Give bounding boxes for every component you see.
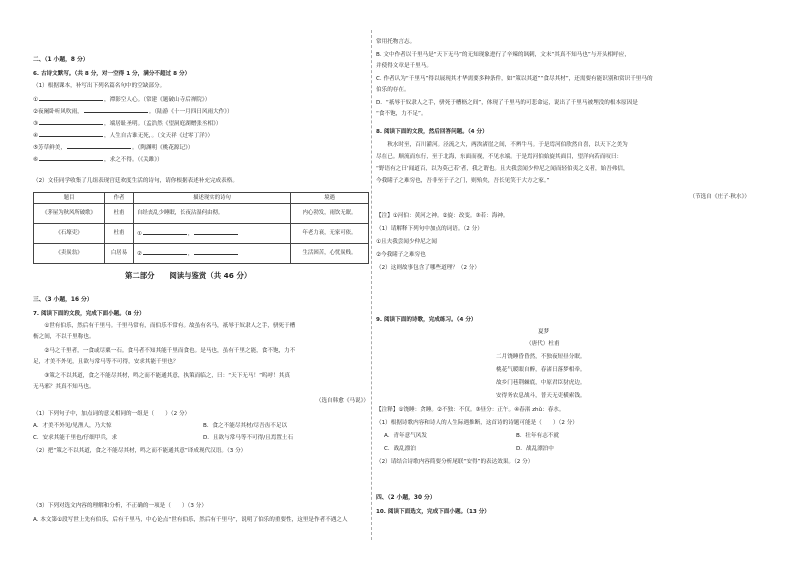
section-3-heading: 三、（3 小题，16 分） — [33, 297, 93, 303]
option-b[interactable]: B．食之不能尽其材/尽吾齿不足以 — [203, 423, 288, 429]
option-c[interactable]: C．战乱漂泊 — [384, 446, 416, 452]
question-9-1: （1）根据诗歌内容和诗人的人生际遇推断，这首诗的诗题可能是（ ）（2 分） — [376, 420, 578, 426]
passage-line: 秋水时至，百川灌河。泾流之大，两涘渚崖之间，不辨牛马。于是焉河伯欣然自喜，以天下之美为 — [376, 142, 628, 148]
question-9-title: 9. 阅读下面的诗歌，完成练习。（4 分） — [376, 317, 477, 323]
answer-blank[interactable] — [39, 131, 103, 137]
poem-author: （唐代）杜甫 — [526, 341, 560, 347]
passage-line: 尽在已。顺流而东行，至于北海，东面而视，不见水端。于是焉河伯始旋其面目，望洋向若而叹曰： — [376, 154, 623, 160]
table-header: 境遇 — [291, 193, 369, 204]
answer-blank[interactable] — [39, 119, 103, 125]
table-row: 《茅屋为秋风所破歌》 杜甫 自经丧乱少睡眠，长夜沾湿何由彻。 内心勃发，雨饮无眠。 — [34, 204, 369, 224]
fill-item-5: ⑤芳草鲜美， 。（陶渊明《桃花源记》） — [33, 145, 194, 151]
column-divider — [371, 30, 372, 540]
fill-item-2: ②夜阑卧听风吹雨， 。（陆游《十一月四日风雨大作》） — [33, 109, 233, 115]
answer-blank[interactable] — [194, 249, 238, 255]
option-a[interactable]: A. 本文第①段写世上先有伯乐，后有千里马，中心论点“世有伯乐，然后有千里马”，说明了伯乐的重要性，这里是作者不遇之人 — [33, 517, 348, 523]
option-d[interactable]: D．且欲与常马等不可得/且焉置土石 — [203, 435, 294, 441]
question-9-2: （2）请结合诗歌内容简要分析尾联“安得”的表达效果。（2 分） — [376, 459, 534, 465]
option-d[interactable]: D．“祇辱于奴隶人之手，骈死于槽枥之间”，体现了千里马的可悲命运，说出了千里马被埋没的根本原因是 — [376, 100, 638, 106]
answer-blank[interactable] — [143, 229, 187, 235]
option-a[interactable]: A．才美不外见/见渔人，乃大惊 — [33, 423, 112, 429]
option-b[interactable]: B．壮年有志不就 — [516, 433, 559, 439]
answer-blank[interactable] — [194, 229, 238, 235]
question-8-2: （2）这则故事包含了哪些道理？（2 分） — [376, 265, 480, 271]
section-2-heading: 二、（1 小题，8 分） — [33, 57, 89, 63]
part-2-title: 第二部分 阅读与鉴赏（共 46 分） — [125, 271, 252, 280]
answer-blank[interactable] — [39, 155, 103, 161]
passage-line: 足，才美不外见，且欲与常马等不可得，安求其能千里也？ — [33, 359, 179, 365]
answer-blank[interactable] — [67, 143, 131, 149]
question-8-1-a: ①且夫我尝闻少仲尼之闻 — [376, 239, 437, 245]
fill-item-1: ① ，潭影空人心。（常建《题破山寺后禅院》） — [33, 97, 211, 103]
option-d-cont: “食不饱，力不足”。 — [376, 111, 427, 117]
answer-blank[interactable] — [39, 95, 103, 101]
table-header: 题目 — [34, 193, 105, 204]
question-8-1-b: ②今我睹子之难穷也 — [376, 252, 426, 258]
passage-line: ③策之不以其道，食之不能尽其材，鸣之而不能通其意，执策而临之，曰：“天下无马！”呜呼！其真 — [33, 373, 290, 379]
question-6-sub2: （2）文佳同学收集了几组表现宫廷欢度生活的诗句，请你根据表述补充完成表格。 — [33, 178, 238, 184]
answer-blank[interactable] — [143, 249, 187, 255]
option-d[interactable]: D．战乱漂泊中 — [516, 446, 554, 452]
question-7-title: 7. 阅读下面的文段，完成下面小题。（8 分） — [33, 311, 145, 317]
passage-line: ①世有伯乐，然后有千里马。千里马常有，而伯乐不常有。故虽有名马，祇辱于奴隶人之手，骈死于槽 — [33, 323, 296, 329]
option-c-cont: 伯乐的存在。 — [376, 87, 410, 93]
option-b[interactable]: B. 文中作者以千里马是“天下无马”的无知现象进行了辛辣的讽刺，文末“其真不知马也”与开头相呼应， — [376, 52, 630, 58]
source-note: （选自韩愈《马说》） — [315, 398, 369, 404]
passage-line: “野语有之曰‘闻道百，以为莫己若’者，我之谓也。且夫我尝闻少仲尼之闻而轻伯夷之义者，始吾弗信， — [376, 166, 629, 172]
passage-line: ②马之千里者，一食或尽粟一石。食马者不知其能千里而食也。是马也，虽有千里之能，食不饱，力不 — [33, 348, 296, 354]
poem-title: 夏梦 — [538, 329, 550, 335]
question-8-title: 8. 阅读下面的文段，然后回答问题。（4 分） — [376, 129, 488, 135]
fill-item-6: ⑥ ，求之不得。（《关雎》） — [33, 157, 163, 163]
fill-item-4: ④ ，人生自古谁无死，。（文天祥《过零丁洋》） — [33, 133, 214, 139]
question-6-sub1: （1）根据课本，补写出下列名篇名句中的空缺部分。 — [33, 83, 166, 89]
poem-line: 二月饶睡昏昏然，不独夜短昼分眠。 — [496, 354, 586, 360]
option-c[interactable]: C. 作者认为“千里马”得以展现其才华需要多种条件，如“策以其道”“食尽其材”，还需要有能识别和赏识千里马的 — [376, 76, 653, 82]
passage-line: 枥之间，不以千里称也。 — [33, 334, 95, 340]
passage-line: 今我睹子之难穷也，吾非至于子之门，则殆矣，吾长见笑于大方之家。” — [376, 178, 550, 184]
poem-line: 故乡门巷荆棘底，中原君臣豺虎边。 — [496, 380, 586, 386]
table-row: 《卖炭翁》 白居易 ② ， 生活困苦，心忧炭贱。 — [34, 244, 369, 264]
section-4-heading: 四、（2 小题，30 分） — [376, 495, 436, 501]
source-note: （节选自《庄子·秋水》） — [689, 194, 750, 200]
annotation-note: 【注释】①饶睡：贪睡。②不独：不仅。③昼分：正午。④春渚 zhǔ：春水。 — [376, 407, 565, 413]
annotation-note: 【注】①河伯：黄河之神。②旋：改变。③若：海神。 — [376, 213, 509, 219]
question-10-title: 10. 阅读下面选文，完成下面小题。（13 分） — [376, 509, 490, 515]
option-c[interactable]: C．安求其能千里也/仔细甲兵，求 — [33, 435, 118, 441]
question-7-2: （2）把“策之不以其道，食之不能尽其材，鸣之而不能通其意”译成现代汉语。（3 分） — [33, 448, 247, 454]
table-row: 《石壕吏》 杜甫 ① ， 年老力衰，无家可依。 — [34, 224, 369, 244]
fill-item-3: ③ ，端居耻圣明。（孟浩然《望洞庭湖赠张丞相》） — [33, 121, 222, 127]
passage-line: 无马邪？其真不知马也。 — [33, 384, 95, 390]
option-b-cont: 并使得文章是千里马。 — [376, 63, 432, 69]
question-7-3: （3）下列对选文内容的理解和分析，不正确的一项是（ ）（3 分） — [33, 503, 207, 509]
option-a[interactable]: A．青年意气风发 — [384, 433, 427, 439]
question-6-title: 6. 古诗文默写。（共 8 分，对一空得 1 分，满分不超过 8 分） — [33, 71, 191, 77]
question-7-1: （1）下列句子中，加点词的意义相同的一组是（ ）（2 分） — [33, 411, 191, 417]
poem-line: 桃花气暖眼自醉，春渚日落梦相牵。 — [496, 367, 586, 373]
poem-table — [33, 192, 369, 264]
question-8-1: （1）请解释下列句中加点的词语。（2 分） — [376, 226, 483, 232]
answer-blank[interactable] — [84, 107, 148, 113]
table-header: 描述现实的诗句 — [134, 193, 291, 204]
continued-text: 常用托物言志。 — [376, 39, 416, 45]
poem-line: 安得务农息战斗，普天无吏横索钱。 — [496, 393, 586, 399]
table-header: 作者 — [105, 193, 134, 204]
